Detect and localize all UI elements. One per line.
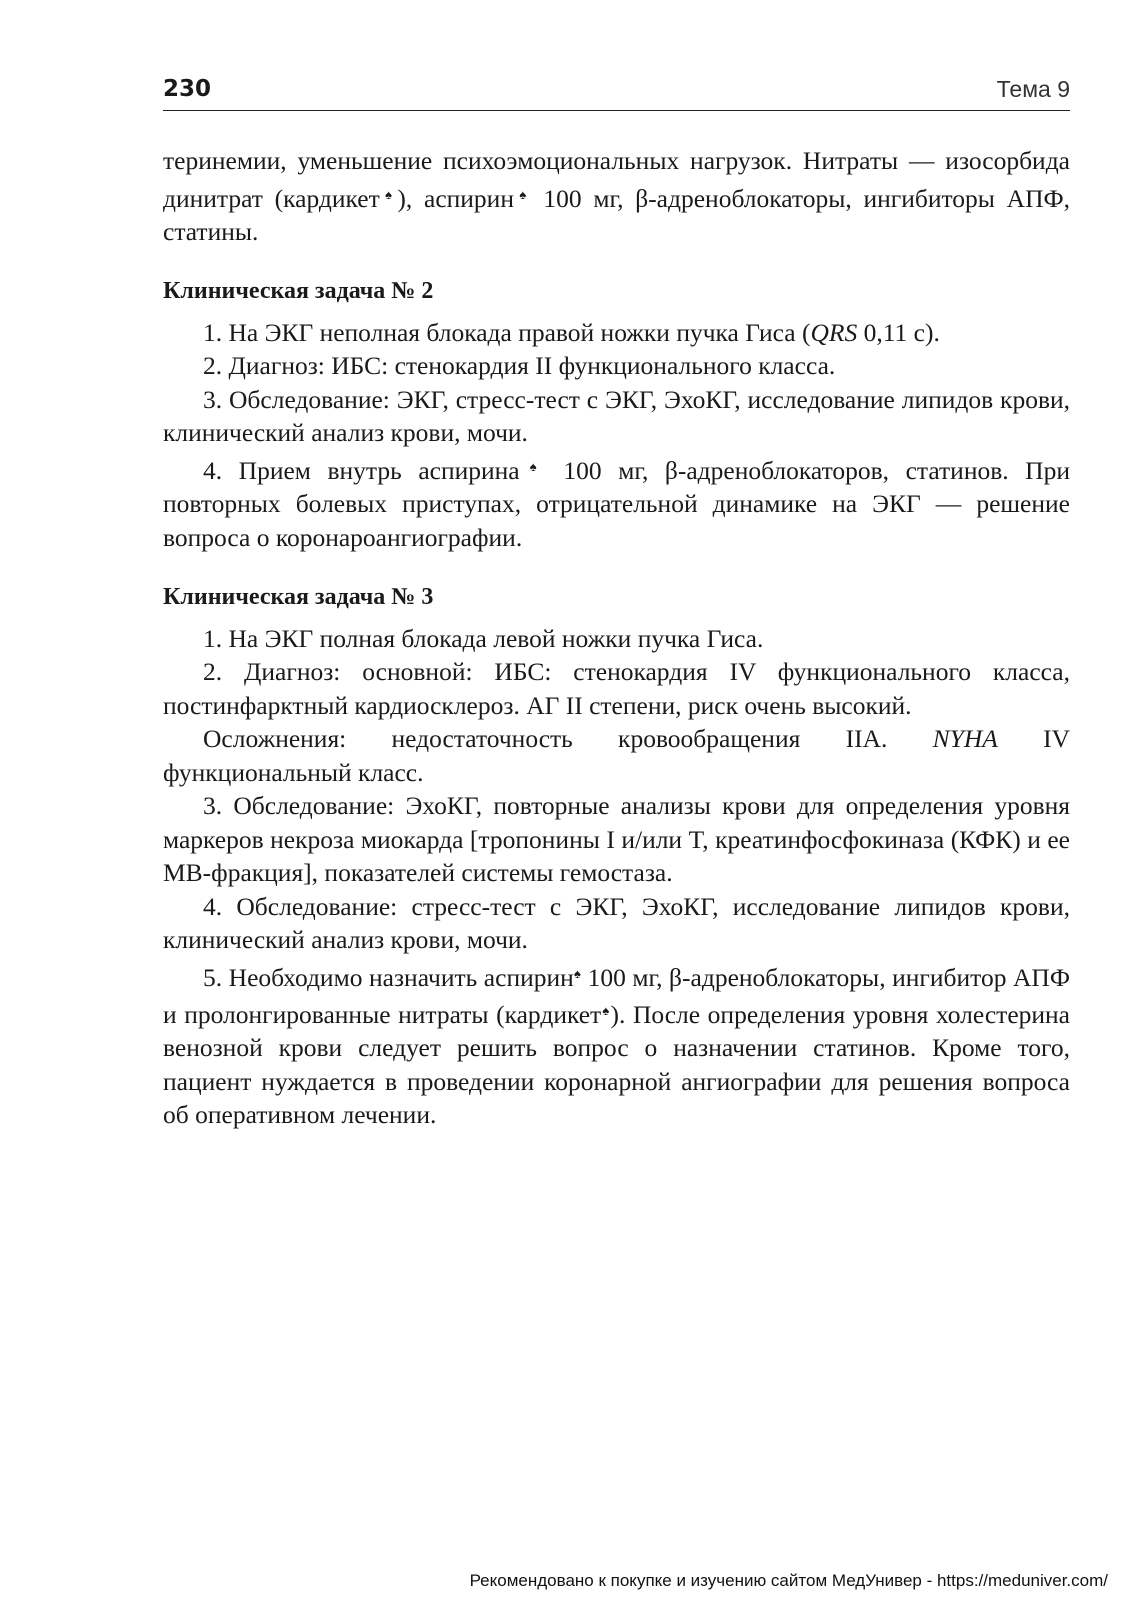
text: 5. Необходимо назначить аспирин xyxy=(203,962,574,992)
text: теринемии, уменьшение психоэмоциональных нагрузок. Нитраты — изосорбида динитрат (кардикет xyxy=(163,146,1070,213)
page-body xyxy=(163,144,1070,1132)
text: 0,11 с). xyxy=(857,317,940,347)
intro-paragraph xyxy=(163,144,1070,248)
text: ). После определения уровня холестерина венозной крови следует решить вопрос о назначении статинов. Кроме того, пациент нуждается в проведении коронарной ангиографии для решения вопроса об оперативном лечении. xyxy=(163,999,1070,1130)
paragraph xyxy=(163,316,1070,350)
drug-marker-icon: ♠ xyxy=(519,458,547,474)
text: 4. Прием внутрь аспирина xyxy=(203,455,520,485)
text: 1. На ЭКГ неполная блокада правой ножки пучка Гиса ( xyxy=(203,317,811,347)
paragraph: 2. Диагноз: основной: ИБС: стенокардия IV функционального класса, постинфарктный кардиосклероз. АГ II степени, риск очень высокий. xyxy=(163,657,1070,720)
page-header xyxy=(163,74,1070,111)
paragraph: 3. Обследование: ЭхоКГ, повторные анализы крови для определения уровня маркеров некроза миокарда [тропонины I и/или T, креатинфосфокиназа (КФК) и ее МВ-фракция], показателей системы гемостаза. xyxy=(163,791,1070,888)
running-title: Тема 9 xyxy=(996,76,1070,102)
text: 100 мг, β-адреноблокаторы, ингибитор АПФ и пролонгированные нитраты (кардикет xyxy=(163,962,1070,1029)
text: ), аспирин xyxy=(397,183,514,213)
text: 100 мг, β-адреноблокаторы, ингибиторы АПФ, статины. xyxy=(163,183,1071,246)
paragraph xyxy=(163,450,1070,554)
footer-note: Рекомендовано к покупке и изучению сайтом МедУнивер - https://meduniver.com/ xyxy=(469,1571,1108,1590)
text: Осложнения: недостаточность кровообращения IIА. xyxy=(203,724,933,754)
paragraph: 4. Обследование: стресс-тест с ЭКГ, ЭхоКГ, исследование липидов крови, клинический анализ крови, мочи. xyxy=(163,891,1070,955)
section-heading: Клиническая задача № 2 xyxy=(163,278,434,305)
text: NYHA xyxy=(932,724,998,754)
page-number: 230 xyxy=(163,76,212,102)
paragraph: 1. На ЭКГ полная блокада левой ножки пучка Гиса. xyxy=(203,623,764,653)
paragraph xyxy=(163,722,1070,789)
text: QRS xyxy=(810,317,858,347)
section-heading: Клиническая задача № 3 xyxy=(163,584,434,611)
drug-marker-icon: ♠ xyxy=(601,1002,611,1018)
drug-marker-icon: ♠ xyxy=(513,186,532,202)
text: IV функциональный класс. xyxy=(163,724,1070,787)
paragraph xyxy=(163,957,1070,1132)
paragraph: 3. Обследование: ЭКГ, стресс-тест с ЭКГ, ЭхоКГ, исследование липидов крови, клинический анализ крови, мочи. xyxy=(163,384,1070,448)
drug-marker-icon: ♠ xyxy=(573,965,582,981)
drug-marker-icon: ♠ xyxy=(379,186,398,202)
text: 100 мг, β-адреноблокаторов, статинов. При повторных болевых приступах, отрицательной динамике на ЭКГ — решение вопроса о коронароангиографии. xyxy=(163,455,1070,552)
paragraph: 2. Диагноз: ИБС: стенокардия II функционального класса. xyxy=(203,351,836,381)
